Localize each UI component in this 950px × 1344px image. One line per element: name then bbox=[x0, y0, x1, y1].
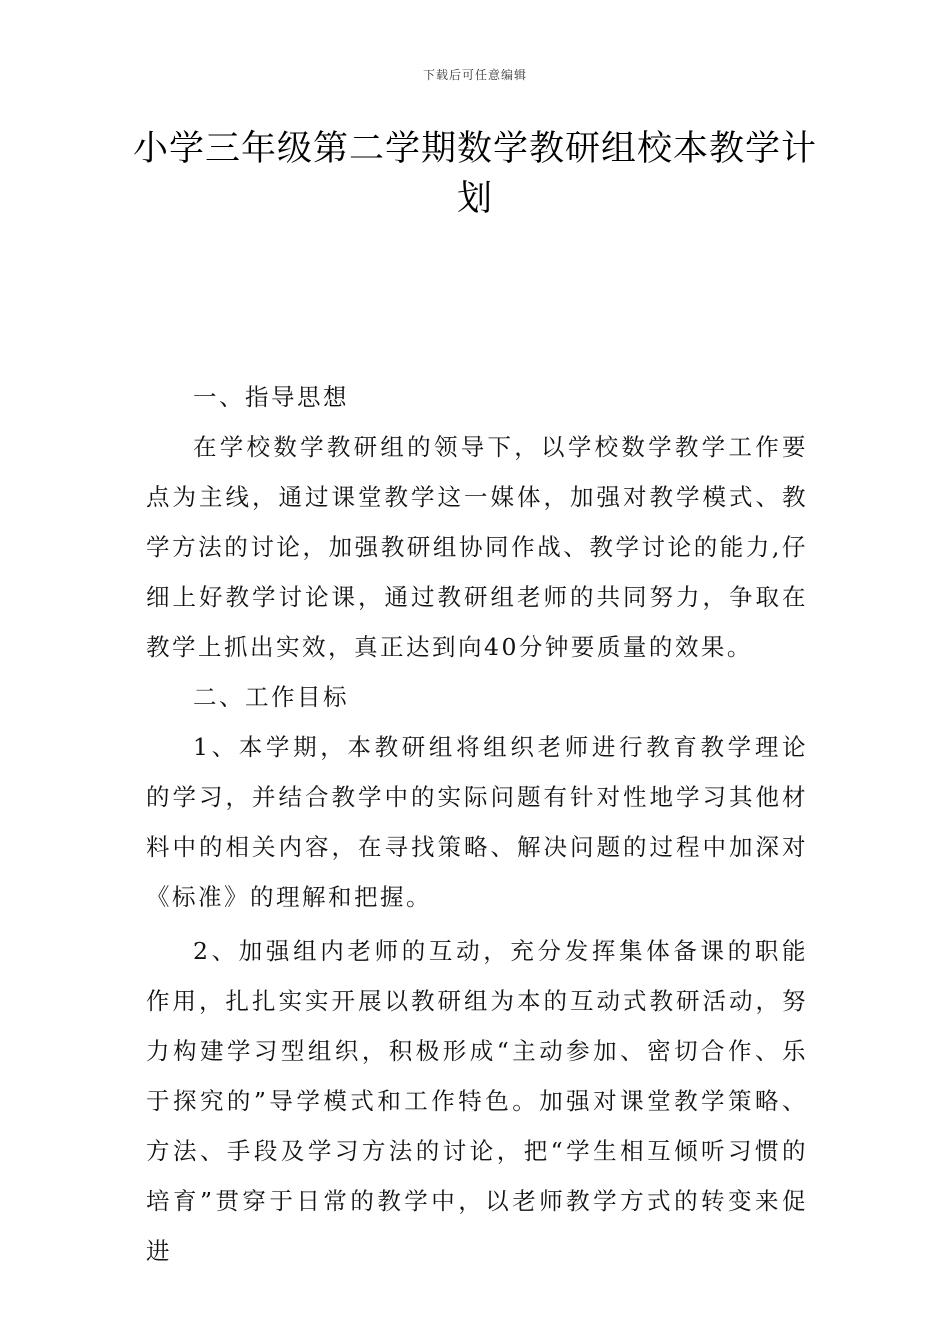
section-guiding-ideology bbox=[146, 372, 808, 672]
paragraph: 1、本学期，本教研组将组织老师进行教育教学理论的学习，并结合教学中的实际问题有针对性地学习其他材料中的相关内容，在寻找策略、解决问题的过程中加深对《标准》的理解和把握。 bbox=[146, 733, 808, 911]
section-work-goals bbox=[146, 672, 808, 1276]
section-heading: 二、工作目标 bbox=[193, 683, 349, 711]
document-title: 小学三年级第二学期数学教研组校本教学计划 bbox=[132, 129, 817, 219]
header-note: 下载后可任意编辑 bbox=[422, 68, 527, 82]
document-body bbox=[146, 372, 808, 1276]
paragraph: 2、加强组内老师的互动，充分发挥集体备课的职能作用，扎扎实实开展以教研组为本的互动式教研活动，努力构建学习型组织，积极形成“主动参加、密切合作、乐于探究的”导学模式和工作特色。加强对课堂教学策略、方法、手段及学习方法的讨论，把“学生相互倾听习惯的培育”贯穿于日常的教学中，以老师教学方式的转变来促进 bbox=[146, 937, 808, 1265]
section-heading: 一、指导思想 bbox=[193, 383, 349, 411]
paragraph: 在学校数学教研组的领导下，以学校数学教学工作要点为主线，通过课堂教学这一媒体，加强对教学模式、教学方法的讨论，加强教研组协同作战、教学讨论的能力,仔细上好教学讨论课，通过教研组老师的共同努力，争取在教学上抓出实效，真正达到向40分钟要质量的效果。 bbox=[146, 433, 808, 661]
